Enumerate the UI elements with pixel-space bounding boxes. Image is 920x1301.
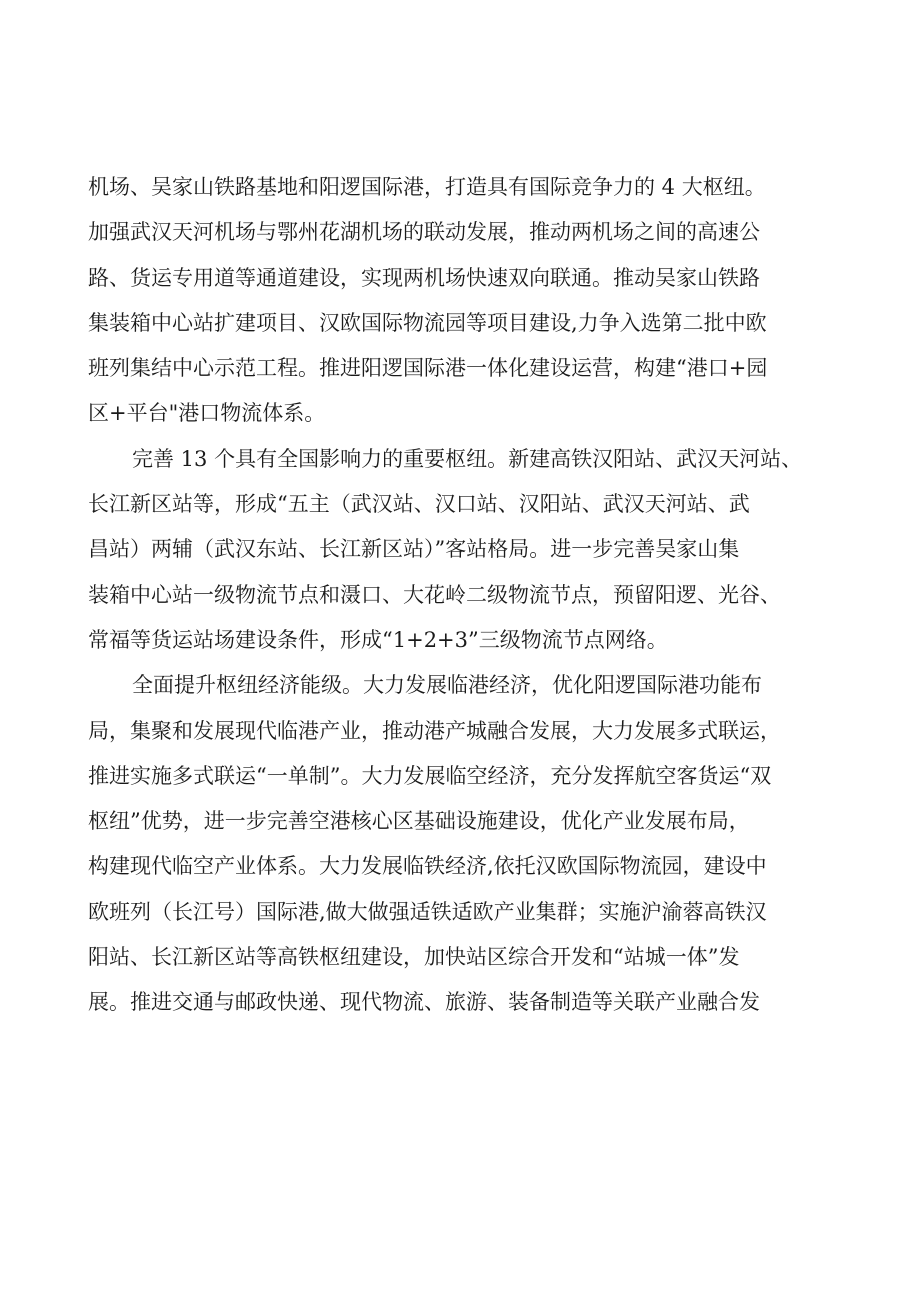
text-line: 展。推进交通与邮政快递、现代物流、旅游、装备制造等关联产业融合发 <box>88 990 760 1015</box>
document-body <box>88 165 848 1026</box>
text-line: 昌站）两辅（武汉东站、长江新区站）”客站格局。进一步完善吴家山集 <box>88 537 740 562</box>
text-line: 构建现代临空产业体系。大力发展临铁经济,依托汉欧国际物流园，建设中 <box>88 854 767 879</box>
text-line: 长江新区站等，形成“五主（武汉站、汉口站、汉阳站、武汉天河站、武 <box>88 492 750 517</box>
text-line: 路、货运专用道等通道建设，实现两机场快速双向联通。推动吴家山铁路 <box>88 265 760 290</box>
text-line: 欧班列（长江号）国际港,做大做强适铁适欧产业集群；实施沪渝蓉高铁汉 <box>88 899 767 924</box>
text-line: 枢纽”优势，进一步完善空港核心区基础设施建设，优化产业发展布局， <box>88 809 750 834</box>
text-line: 常福等货运站场建设条件，形成“1+2+3”三级物流节点网络。 <box>88 627 668 652</box>
text-line: 推进实施多式联运“一单制”。大力发展临空经济，充分发挥航空客货运“双 <box>88 763 772 788</box>
text-line: 集装箱中心站扩建项目、汉欧国际物流园等项目建设,力争入选第二批中欧 <box>88 310 767 335</box>
text-line: 全面提升枢纽经济能级。大力发展临港经济，优化阳逻国际港功能布 <box>132 673 762 698</box>
text-line: 局，集聚和发展现代临港产业，推动港产城融合发展，大力发展多式联运， <box>88 718 781 743</box>
text-line: 装箱中心站一级物流节点和滠口、大花岭二级物流节点，预留阳逻、光谷、 <box>88 582 781 607</box>
paragraph-13-hubs <box>88 437 848 663</box>
paragraph-hub-economy <box>88 663 848 1025</box>
text-line: 加强武汉天河机场与鄂州花湖机场的联动发展，推动两机场之间的高速公 <box>88 220 760 245</box>
text-line: 完善 13 个具有全国影响力的重要枢纽。新建高铁汉阳站、武汉天河站、 <box>132 446 803 471</box>
text-line: 班列集结中心示范工程。推进阳逻国际港一体化建设运营，构建“港口+园 <box>88 356 768 381</box>
paragraph-hub-construction <box>88 165 848 437</box>
text-line: 阳站、长江新区站等高铁枢纽建设，加快站区综合开发和“站城一体”发 <box>88 945 740 970</box>
text-line: 区+平台"港口物流体系。 <box>88 401 326 426</box>
text-line: 机场、吴家山铁路基地和阳逻国际港，打造具有国际竞争力的 4 大枢纽。 <box>88 175 766 199</box>
